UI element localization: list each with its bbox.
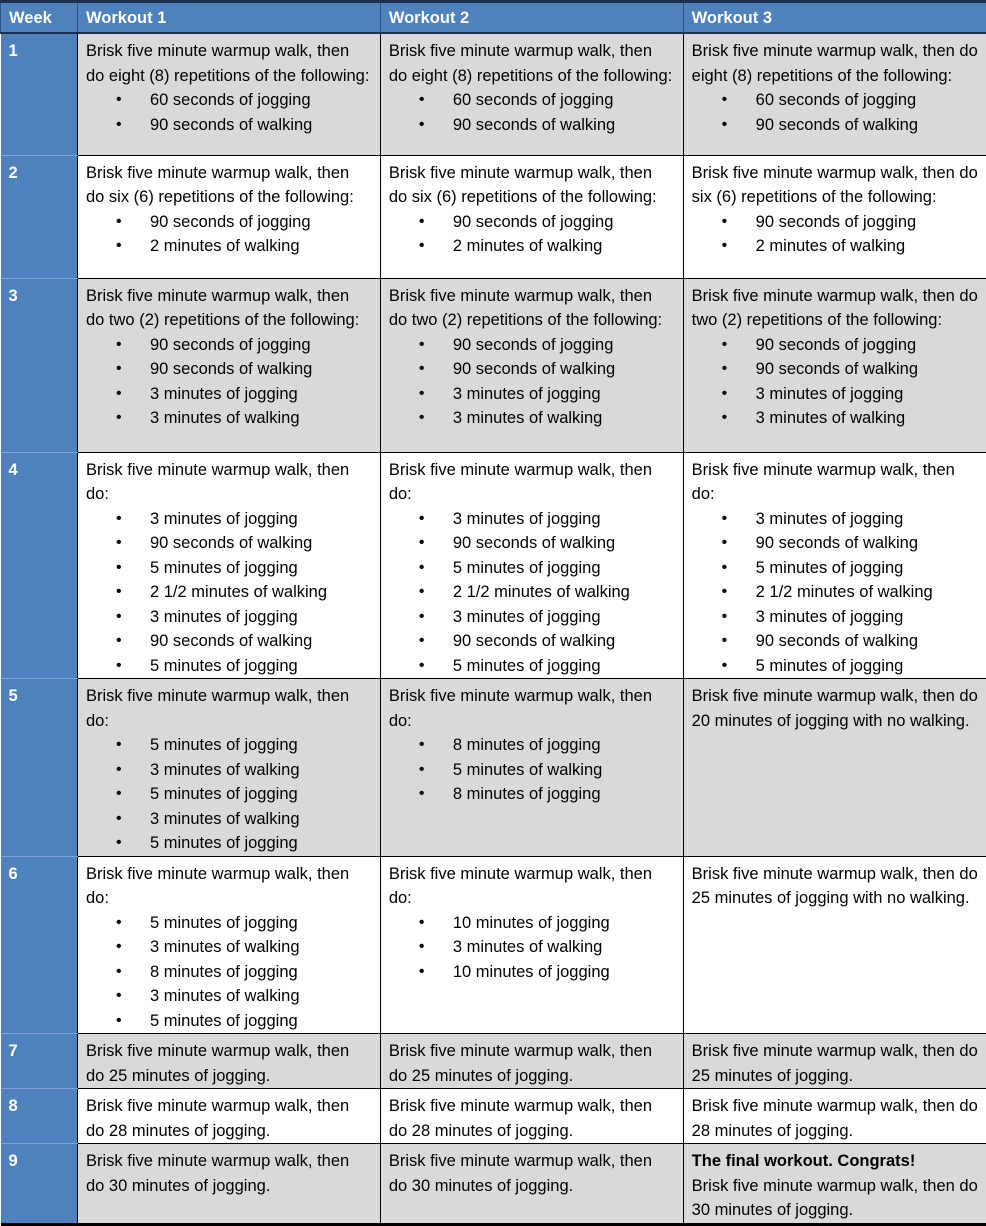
plan-body [1,33,986,1224]
workout-step: • 90 seconds of walking [756,357,978,382]
workout-step: • 5 minutes of jogging [150,911,372,936]
workout-instruction: Brisk five minute warmup walk, then do 25 minutes of jogging. [86,1039,372,1088]
workout-step: • 10 minutes of jogging [453,911,675,936]
workout-step: • 5 minutes of jogging [756,654,978,679]
week-row [1,278,986,452]
workout-step: • 3 minutes of jogging [453,507,675,532]
workout-step: • 3 minutes of walking [150,758,372,783]
workout-steps [692,333,978,431]
workout-instruction: Brisk five minute warmup walk, then do: [389,684,675,733]
week-row [1,1144,986,1225]
header-week: Week [1,2,78,34]
workout-step: • 90 seconds of walking [453,629,675,654]
workout-cell [683,1034,986,1089]
workout-instruction: Brisk five minute warmup walk, then do: [389,458,675,507]
week-number: 1 [1,33,78,155]
week-row [1,155,986,278]
workout-instruction: Brisk five minute warmup walk, then do: [86,684,372,733]
workout-instruction: Brisk five minute warmup walk, then do 28 minutes of jogging. [86,1094,372,1143]
workout-step: • 3 minutes of jogging [453,605,675,630]
workout-instruction: Brisk five minute warmup walk, then do two (2) repetitions of the following: [692,284,978,333]
workout-instruction: Brisk five minute warmup walk, then do: [692,458,978,507]
workout-steps [86,733,372,856]
workout-step: • 3 minutes of jogging [756,507,978,532]
workout-step: • 5 minutes of jogging [453,556,675,581]
week-number: 4 [1,452,78,679]
workout-step: • 8 minutes of jogging [453,733,675,758]
workout-step: • 3 minutes of walking [150,406,372,431]
workout-step: • 5 minutes of jogging [150,654,372,679]
workout-cell [380,278,683,452]
workout-instruction: Brisk five minute warmup walk, then do 20 minutes of jogging with no walking. [692,684,978,733]
workout-step: • 8 minutes of jogging [150,960,372,985]
workout-step: • 5 minutes of jogging [756,556,978,581]
workout-step: • 60 seconds of jogging [453,88,675,113]
week-number: 5 [1,679,78,857]
workout-steps [389,507,675,679]
workout-step: • 8 minutes of jogging [453,782,675,807]
workout-instruction: Brisk five minute warmup walk, then do 28 minutes of jogging. [389,1094,675,1143]
week-number: 6 [1,856,78,1034]
workout-instruction: Brisk five minute warmup walk, then do 30 minutes of jogging. [86,1149,372,1198]
workout-cell [683,1089,986,1144]
workout-cell [78,856,381,1034]
workout-step: • 3 minutes of walking [150,935,372,960]
workout-step: • 90 seconds of walking [150,531,372,556]
workout-cell [380,155,683,278]
workout-cell [78,33,381,155]
workout-steps [389,911,675,985]
workout-step: • 90 seconds of walking [453,531,675,556]
header-workout-1: Workout 1 [78,2,381,34]
workout-step: • 5 minutes of jogging [150,1009,372,1034]
week-number: 2 [1,155,78,278]
workout-step: • 90 seconds of jogging [453,333,675,358]
week-row [1,1034,986,1089]
workout-step: • 3 minutes of walking [453,406,675,431]
week-row [1,856,986,1034]
workout-cell [78,1034,381,1089]
workout-instruction: Brisk five minute warmup walk, then do eight (8) repetitions of the following: [86,39,372,88]
workout-cell [380,1144,683,1225]
week-row [1,33,986,155]
workout-steps [389,210,675,259]
workout-step: • 3 minutes of walking [150,984,372,1009]
week-number: 3 [1,278,78,452]
workout-instruction: Brisk five minute warmup walk, then do 25 minutes of jogging. [389,1039,675,1088]
workout-cell [78,155,381,278]
workout-step: • 90 seconds of walking [150,629,372,654]
workout-instruction: Brisk five minute warmup walk, then do two (2) repetitions of the following: [389,284,675,333]
workout-step: • 2 1/2 minutes of walking [453,580,675,605]
workout-cell [683,856,986,1034]
week-number: 8 [1,1089,78,1144]
workout-steps [86,507,372,679]
workout-step: • 90 seconds of walking [453,357,675,382]
workout-step: • 3 minutes of walking [150,807,372,832]
workout-step: • 2 minutes of walking [453,234,675,259]
workout-cell [683,1144,986,1225]
workout-step: • 5 minutes of jogging [150,556,372,581]
workout-cell [683,452,986,679]
workout-step: • 90 seconds of walking [756,531,978,556]
workout-steps [692,507,978,679]
workout-step: • 60 seconds of jogging [756,88,978,113]
workout-cell [78,1144,381,1225]
workout-steps [86,88,372,137]
workout-step: • 5 minutes of jogging [150,733,372,758]
header-row [1,2,986,34]
workout-steps [86,210,372,259]
workout-step: • 3 minutes of jogging [150,605,372,630]
workout-step: • 3 minutes of jogging [756,382,978,407]
workout-step: • 2 1/2 minutes of walking [150,580,372,605]
workout-cell [683,155,986,278]
workout-step: • 10 minutes of jogging [453,960,675,985]
workout-step: • 2 1/2 minutes of walking [756,580,978,605]
workout-cell [683,679,986,857]
workout-instruction: Brisk five minute warmup walk, then do 25 minutes of jogging. [692,1039,978,1088]
workout-steps [692,210,978,259]
workout-step: • 3 minutes of jogging [150,382,372,407]
workout-step: • 90 seconds of walking [756,629,978,654]
header-workout-3: Workout 3 [683,2,986,34]
workout-instruction: Brisk five minute warmup walk, then do: [86,458,372,507]
workout-step: • 90 seconds of jogging [150,210,372,235]
workout-step: • 90 seconds of walking [150,357,372,382]
workout-step: • 90 seconds of jogging [453,210,675,235]
workout-step: • 60 seconds of jogging [150,88,372,113]
workout-instruction: Brisk five minute warmup walk, then do 28 minutes of jogging. [692,1094,978,1143]
workout-cell [78,452,381,679]
workout-cell [380,33,683,155]
workout-step: • 3 minutes of walking [453,935,675,960]
workout-step: • 5 minutes of jogging [150,782,372,807]
workout-cell [380,856,683,1034]
workout-cell [380,452,683,679]
workout-steps [86,333,372,431]
workout-cell [683,33,986,155]
workout-instruction: Brisk five minute warmup walk, then do: [86,862,372,911]
workout-step: • 5 minutes of jogging [453,654,675,679]
workout-instruction: Brisk five minute warmup walk, then do six (6) repetitions of the following: [389,161,675,210]
workout-instruction: Brisk five minute warmup walk, then do two (2) repetitions of the following: [86,284,372,333]
workout-step: • 3 minutes of jogging [150,507,372,532]
workout-step: • 2 minutes of walking [150,234,372,259]
week-number: 9 [1,1144,78,1225]
workout-instruction: Brisk five minute warmup walk, then do 25 minutes of jogging with no walking. [692,862,978,911]
workout-instruction: Brisk five minute warmup walk, then do 30 minutes of jogging. [692,1174,978,1223]
workout-step: • 3 minutes of jogging [453,382,675,407]
workout-steps [389,88,675,137]
workout-step: • 90 seconds of walking [150,113,372,138]
workout-cell [380,1034,683,1089]
workout-step: • 2 minutes of walking [756,234,978,259]
workout-cell [380,1089,683,1144]
workout-cell [78,278,381,452]
week-row [1,679,986,857]
workout-instruction: Brisk five minute warmup walk, then do six (6) repetitions of the following: [86,161,372,210]
header-workout-2: Workout 2 [380,2,683,34]
week-number: 7 [1,1034,78,1089]
workout-note: The final workout. Congrats! [692,1149,978,1174]
workout-steps [389,333,675,431]
workout-step: • 90 seconds of walking [453,113,675,138]
week-row [1,1089,986,1144]
workout-step: • 3 minutes of walking [756,406,978,431]
workout-steps [389,733,675,807]
workout-instruction: Brisk five minute warmup walk, then do eight (8) repetitions of the following: [389,39,675,88]
week-row [1,452,986,679]
workout-cell [78,1089,381,1144]
workout-cell [78,679,381,857]
workout-instruction: Brisk five minute warmup walk, then do eight (8) repetitions of the following: [692,39,978,88]
workout-instruction: Brisk five minute warmup walk, then do 30 minutes of jogging. [389,1149,675,1198]
workout-instruction: Brisk five minute warmup walk, then do six (6) repetitions of the following: [692,161,978,210]
workout-step: • 5 minutes of walking [453,758,675,783]
workout-cell [380,679,683,857]
workout-step: • 90 seconds of walking [756,113,978,138]
workout-instruction: Brisk five minute warmup walk, then do: [389,862,675,911]
workout-step: • 90 seconds of jogging [756,333,978,358]
workout-steps [692,88,978,137]
workout-step: • 90 seconds of jogging [756,210,978,235]
workout-steps [86,911,372,1034]
workout-step: • 3 minutes of jogging [756,605,978,630]
workout-cell [683,278,986,452]
workout-step: • 5 minutes of jogging [150,831,372,856]
workout-step: • 90 seconds of jogging [150,333,372,358]
